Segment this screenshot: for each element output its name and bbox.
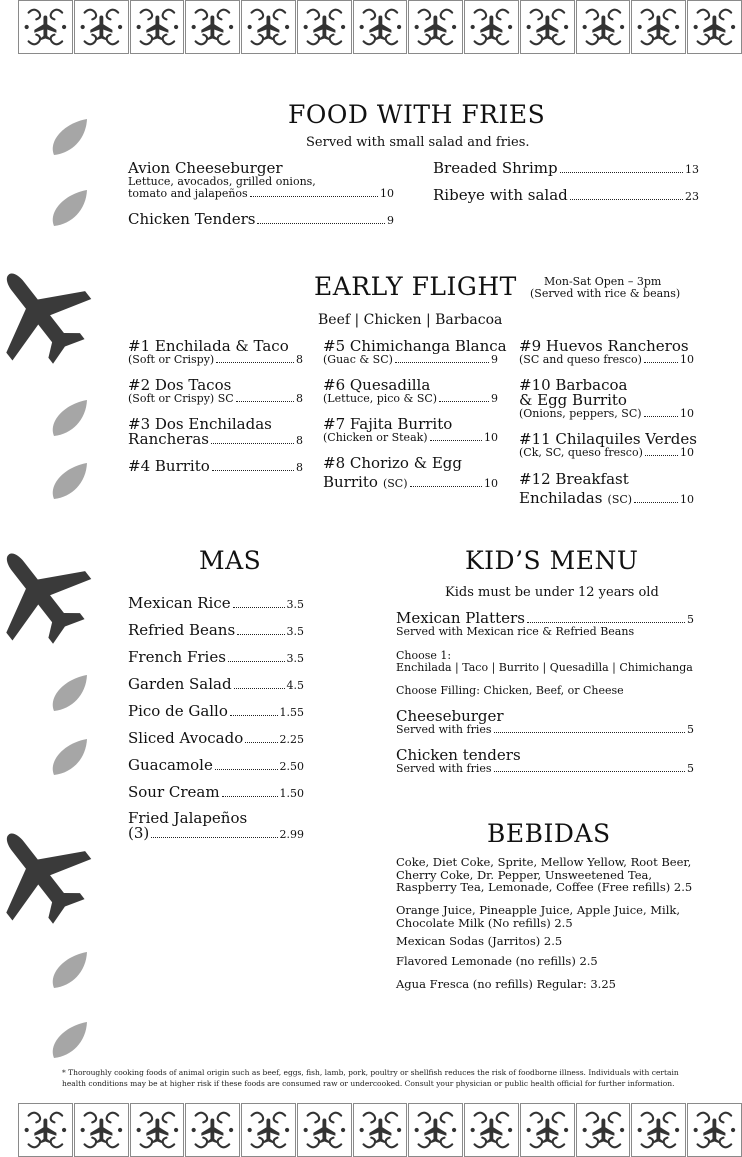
item-desc: (Guac & SC)	[323, 353, 393, 366]
early-item-5	[323, 337, 507, 366]
item-price: 3.5	[286, 598, 304, 611]
kids-item-platters	[396, 611, 694, 638]
item-price: 4.5	[286, 679, 304, 692]
ornament-plane-tile-icon	[74, 1103, 129, 1157]
item-price: 10	[484, 477, 498, 490]
leaf-icon	[53, 952, 87, 988]
menu-item-ribeye	[433, 188, 699, 203]
ornament-plane-tile-icon	[241, 0, 296, 54]
bebidas-title: BEBIDAS	[487, 819, 611, 848]
item-name: #3 Dos Enchiladas	[128, 415, 272, 433]
item-price: 2.50	[279, 760, 304, 773]
item-price: 3.5	[286, 652, 304, 665]
item-desc: (Ck, SC, queso fresco)	[519, 446, 643, 459]
item-name: Sliced Avocado	[128, 729, 244, 747]
kids-subtitle: Kids must be under 12 years old	[445, 585, 659, 600]
item-name: Ribeye with salad	[433, 186, 568, 204]
mas-item	[128, 650, 304, 665]
ornament-plane-tile-icon	[408, 0, 463, 54]
item-name: #8 Chorizo & Egg	[323, 454, 462, 472]
item-name: #1 Enchilada & Taco	[128, 337, 289, 355]
ornament-plane-tile-icon	[631, 0, 686, 54]
item-desc: (Soft or Crispy) SC	[128, 392, 234, 405]
item-name: Avion Cheeseburger	[128, 159, 283, 177]
item-price: 8	[296, 434, 303, 447]
kids-item-chicken-tenders	[396, 748, 694, 775]
item-price: 10	[680, 407, 694, 420]
ornament-plane-tile-icon	[520, 1103, 575, 1157]
item-name-cont: Rancheras	[128, 430, 209, 448]
early-flight-proteins: Beef | Chicken | Barbacoa	[318, 312, 503, 328]
item-name: #4 Burrito	[128, 457, 210, 475]
mas-item	[128, 677, 304, 692]
early-item-4	[128, 459, 303, 474]
early-item-9	[519, 339, 694, 366]
item-price: 10	[484, 431, 498, 444]
item-price: 8	[296, 353, 303, 366]
item-name: #11 Chilaquiles Verdes	[519, 430, 697, 448]
mas-item	[128, 731, 304, 746]
item-price: 23	[685, 190, 699, 203]
item-name-cont: & Egg Burrito	[519, 391, 627, 409]
kids-choose-label: Choose 1:	[396, 649, 452, 662]
airplane-icon	[0, 524, 108, 662]
item-desc: (Chicken or Steak)	[323, 431, 428, 444]
early-item-11	[519, 430, 697, 459]
kids-title: KID’S MENU	[465, 546, 639, 575]
item-name: #7 Fajita Burrito	[323, 415, 453, 433]
item-name: #12 Breakfast	[519, 470, 629, 488]
item-price: 9	[491, 353, 498, 366]
ornament-plane-tile-icon	[353, 1103, 408, 1157]
item-price: 10	[680, 493, 694, 506]
item-name: Pico de Gallo	[128, 702, 228, 720]
ornament-plane-tile-icon	[576, 1103, 631, 1157]
item-name: Breaded Shrimp	[433, 159, 558, 177]
item-name: Guacamole	[128, 756, 213, 774]
ornament-plane-tile-icon	[130, 1103, 185, 1157]
early-item-2	[128, 378, 303, 405]
item-desc: Served with fries	[396, 723, 492, 736]
item-price: 9	[387, 214, 394, 227]
item-price: 9	[491, 392, 498, 405]
item-price: 2.25	[279, 733, 304, 746]
leaf-icon	[53, 463, 87, 499]
item-name: Refried Beans	[128, 621, 236, 639]
item-name: Mexican Platters	[396, 609, 525, 627]
early-item-3	[128, 417, 303, 447]
item-price: 8	[296, 461, 303, 474]
menu-item-avion-cheeseburger	[128, 161, 394, 200]
item-name-cont: (3)	[128, 824, 150, 842]
item-price: 5	[687, 613, 694, 626]
item-price: 8	[296, 392, 303, 405]
item-price: 5	[687, 723, 694, 736]
ornament-plane-tile-icon	[408, 1103, 463, 1157]
item-name: #6 Quesadilla	[323, 376, 431, 394]
early-item-1	[128, 339, 303, 366]
item-price: 1.55	[279, 706, 304, 719]
ornament-plane-tile-icon	[520, 0, 575, 54]
item-desc: (Soft or Crispy)	[128, 353, 215, 366]
mas-item	[128, 704, 304, 719]
ornament-plane-tile-icon	[130, 0, 185, 54]
ornament-plane-tile-icon	[185, 0, 240, 54]
food-with-fries-title: FOOD WITH FRIES	[288, 100, 546, 129]
item-desc: Served with Mexican rice & Refried Beans	[396, 625, 635, 638]
ornament-plane-tile-icon	[631, 1103, 686, 1157]
ornament-plane-tile-icon	[241, 1103, 296, 1157]
ornament-plane-tile-icon	[185, 1103, 240, 1157]
item-price: 5	[687, 762, 694, 775]
ornament-plane-tile-icon	[687, 0, 742, 54]
mas-item	[128, 785, 304, 800]
leaf-icon	[53, 119, 87, 155]
item-name-cont: Burrito	[323, 473, 378, 491]
early-item-7	[323, 417, 498, 444]
item-name: #5 Chimichanga Blanca	[323, 337, 507, 355]
ornament-plane-tile-icon	[297, 1103, 352, 1157]
early-item-12	[519, 472, 694, 506]
leaf-icon	[53, 190, 87, 226]
item-price: 10	[680, 353, 694, 366]
early-flight-title: EARLY FLIGHT	[314, 272, 517, 301]
ornament-plane-tile-icon	[353, 0, 408, 54]
item-name: Garden Salad	[128, 675, 232, 693]
item-name-cont: Enchiladas	[519, 489, 603, 507]
mas-item	[128, 623, 304, 638]
footnote: * Thoroughly cooking foods of animal origin such as beef, eggs, fish, lamb, pork, poultry or shellfish reduces the risk of foodborne illness. Individuals with certain health conditions may be at higher risk if these foods are consumed raw or undercooked. Consult your physician or public health official for further information.	[62, 1068, 679, 1088]
item-desc: Lettuce, avocados, grilled onions,	[128, 175, 316, 188]
kids-filling: Choose Filling: Chicken, Beef, or Cheese	[396, 684, 624, 697]
bebidas-line: Orange Juice, Pineapple Juice, Apple Juice, Milk, Chocolate Milk (No refills) 2.5	[396, 903, 681, 930]
item-name: Chicken tenders	[396, 746, 521, 764]
item-tag: (SC)	[607, 493, 633, 506]
item-name: French Fries	[128, 648, 226, 666]
leaf-icon	[53, 1022, 87, 1058]
item-desc: tomato and jalapeños	[128, 187, 248, 200]
item-name: #2 Dos Tacos	[128, 376, 232, 394]
leaf-icon	[53, 400, 87, 436]
item-name: #10 Barbacoa	[519, 376, 628, 394]
ornament-plane-tile-icon	[464, 1103, 519, 1157]
mas-title: MAS	[199, 546, 262, 575]
item-desc: (SC and queso fresco)	[519, 353, 642, 366]
leaf-icon	[53, 675, 87, 711]
bebidas-line: Flavored Lemonade (no refills) 2.5	[396, 954, 598, 968]
bebidas-line: Mexican Sodas (Jarritos) 2.5	[396, 934, 563, 948]
item-desc: (Onions, peppers, SC)	[519, 407, 642, 420]
item-price: 1.50	[279, 787, 304, 800]
kids-item-cheeseburger	[396, 709, 694, 736]
bottom-tile-border	[18, 1103, 742, 1157]
item-price: 10	[680, 446, 694, 459]
early-item-8	[323, 456, 498, 490]
item-price: 3.5	[286, 625, 304, 638]
item-desc: (Lettuce, pico & SC)	[323, 392, 438, 405]
ornament-plane-tile-icon	[18, 1103, 73, 1157]
side-decorations	[0, 0, 110, 1100]
item-price: 13	[685, 163, 699, 176]
item-desc: Served with fries	[396, 762, 492, 775]
ornament-plane-tile-icon	[297, 0, 352, 54]
item-name: Mexican Rice	[128, 594, 231, 612]
bebidas-line: Agua Fresca (no refills) Regular: 3.25	[396, 977, 616, 991]
item-name: Chicken Tenders	[128, 210, 256, 228]
ornament-plane-tile-icon	[687, 1103, 742, 1157]
item-name: Sour Cream	[128, 783, 220, 801]
mas-item	[128, 596, 304, 611]
early-flight-served: (Served with rice & beans)	[530, 287, 681, 300]
ornament-plane-tile-icon	[464, 0, 519, 54]
item-name: Cheeseburger	[396, 707, 504, 725]
early-item-10	[519, 378, 694, 420]
ornament-plane-tile-icon	[576, 0, 631, 54]
item-tag: (SC)	[382, 477, 408, 490]
mas-item	[128, 811, 304, 841]
kids-choose-options: Enchilada | Taco | Burrito | Quesadilla | Chimichanga	[396, 661, 693, 674]
item-name: Fried Jalapeños	[128, 809, 248, 827]
bebidas-line: Coke, Diet Coke, Sprite, Mellow Yellow, Root Beer, Cherry Coke, Dr. Pepper, Unsweetened Tea, Raspberry Tea, Lemonade, Coffee (Free refills) 2.5	[396, 855, 693, 894]
airplane-icon	[0, 244, 108, 382]
food-with-fries-subtitle: Served with small salad and fries.	[306, 135, 530, 150]
early-item-6	[323, 378, 498, 405]
item-price: 10	[380, 187, 394, 200]
leaf-icon	[53, 739, 87, 775]
item-name: #9 Huevos Rancheros	[519, 337, 689, 355]
airplane-icon	[0, 804, 108, 942]
item-price: 2.99	[279, 828, 304, 841]
menu-item-breaded-shrimp	[433, 161, 699, 176]
menu-item-chicken-tenders	[128, 212, 394, 227]
early-flight-hours: Mon-Sat Open – 3pm	[544, 275, 662, 288]
top-tile-border	[18, 0, 742, 54]
mas-item	[128, 758, 304, 773]
